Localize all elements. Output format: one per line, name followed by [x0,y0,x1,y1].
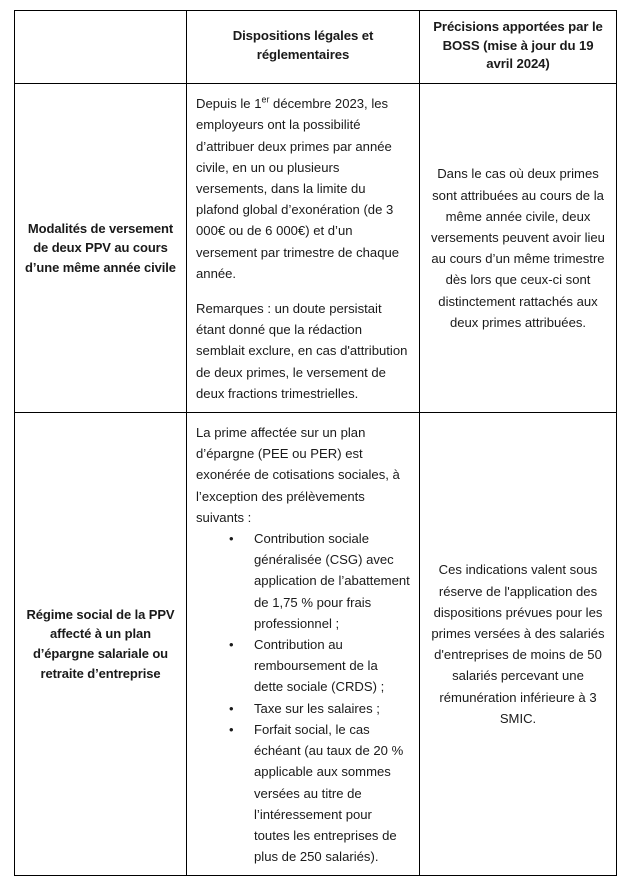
list-item: • Contribution sociale généralisée (CSG) avec application de l’abattement de 1,75 % pour frais professionnel ; [196,528,410,634]
legal-intro-2: La prime affectée sur un plan d’épargne (PEE ou PER) est exonérée de cotisations sociales, à l’exception des prélèvements suivants : [196,425,400,525]
comparison-table [14,10,617,876]
header-cell-boss [420,11,617,84]
table-header [15,11,617,84]
table-body [15,84,617,876]
legal-paragraph-1-lead: Depuis le 1 [196,96,262,112]
header-cell-legal [187,11,420,84]
row-legal-cell-2 [187,413,420,876]
table-row [15,413,617,876]
header-row [15,11,617,84]
header-topic-label [15,39,186,55]
legal-content-2 [187,413,419,875]
row-topic-label-1: Modalités de versement de deux PPV au cours d’une même année civile [25,220,176,275]
row-legal-cell-1 [187,84,420,413]
legal-content-1 [187,84,419,412]
row-boss-cell-1 [420,84,617,413]
row-topic-cell-1 [15,84,187,413]
ordinal-suffix-superscript: er [261,94,270,105]
header-boss-label: Précisions apportées par le BOSS (mise à jour du 19 avril 2024) [433,19,603,72]
boss-text-2: Ces indications valent sous réserve de l'application des dispositions prévues pour les primes versées à des salariés d'entreprises de moins de 50 salariés percevant une rémunération inférieure à 3 SMIC. [431,562,605,726]
boss-text-1: Dans le cas où deux primes sont attribuées au cours de la même année civile, deux versements peuvent avoir lieu au cours d’un même trimestre dès lors que ceux-ci sont distinctement rattachés aux deux primes attribuées. [431,166,605,330]
list-item: • Forfait social, le cas échéant (au taux de 20 % applicable aux sommes versées au titre de l’intéressement pour toutes les entreprises de plus de 250 salariés). [196,719,410,867]
list-item: • Contribution au remboursement de la dette sociale (CRDS) ; [196,634,410,698]
legal-paragraph-1 [196,93,410,284]
row-boss-cell-2 [420,413,617,876]
header-legal-label: Dispositions légales et réglementaires [232,28,374,63]
row-topic-label-2: Régime social de la PPV affecté à un plan d’épargne salariale ou retraite d’entreprise [26,606,175,681]
table-row [15,84,617,413]
list-item: • Taxe sur les salaires ; [196,698,410,719]
legal-bullet-list [196,528,410,867]
legal-paragraph-1-rest: décembre 2023, les employeurs ont la possibilité d’attribuer deux primes par année civile, en un ou plusieurs versements, dans la limite du plafond global d’exonération (de 3 000€ ou de 6 000€) et d’un versement par trimestre de chaque année. [196,96,400,281]
legal-paragraph-2: Remarques : un doute persistait étant donné que la rédaction semblait exclure, en cas d'attribution de deux primes, le versement de deux fractions trimestrielles. [196,301,408,401]
header-cell-topic [15,11,187,84]
row-topic-cell-2 [15,413,187,876]
